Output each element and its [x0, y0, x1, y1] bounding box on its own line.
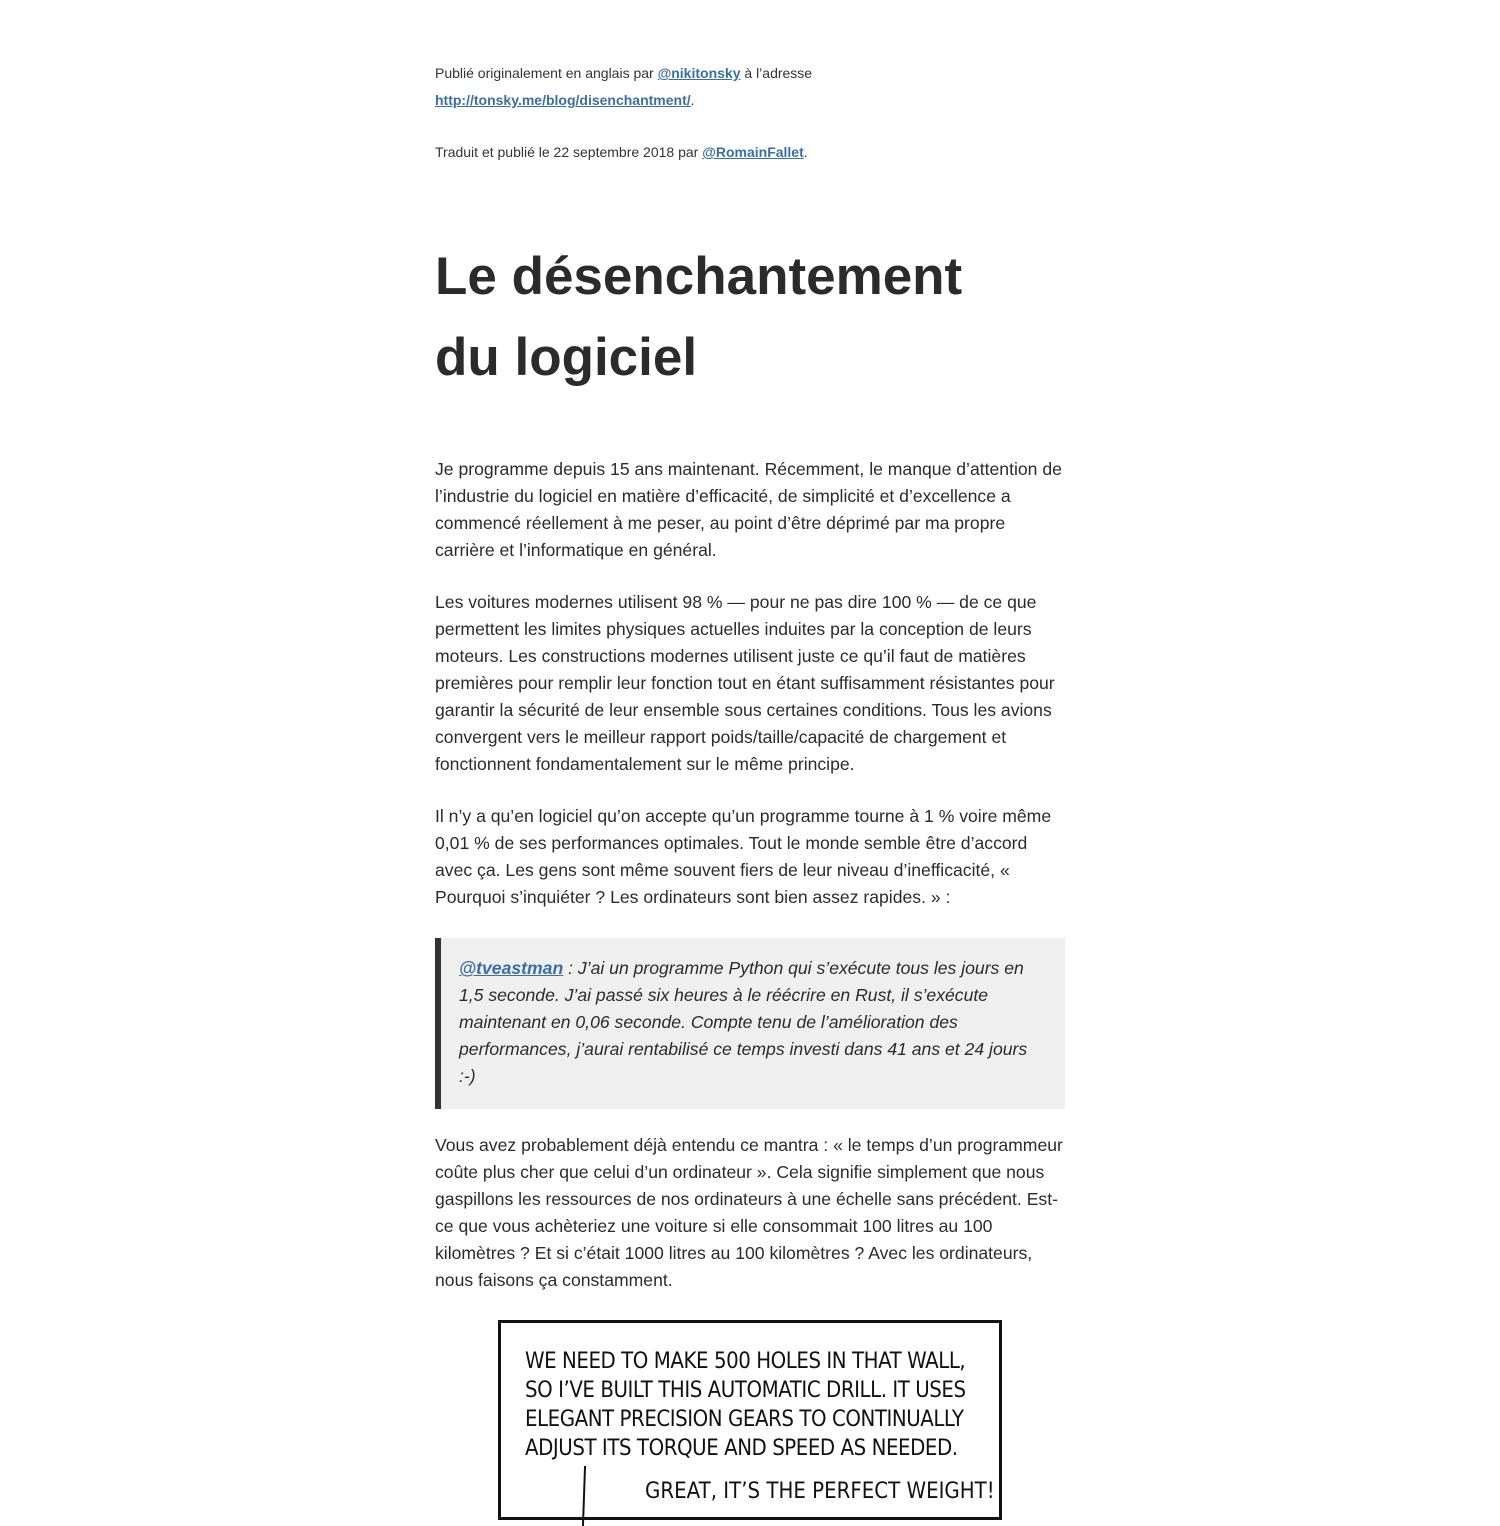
comic-caption: WE NEED TO MAKE 500 HOLES IN THAT WALL, SO I’VE BUILT THIS AUTOMATIC DRILL. IT USES ELEGANT PRECISION GEARS TO CONTINUALLY ADJUST ITS TORQUE AND SPEED AS NEEDED. [525, 1349, 966, 1461]
paragraph-3: Il n’y a qu’en logiciel qu’on accepte qu’un programme tourne à 1 % voire même 0,01 % de ses performances optimales. Tout le monde semble être d’accord avec ça. Les gens sont même souvent fiers de leur niveau d’inefficacité, « Pourquoi s’inquiéter ? Les ordinateurs sont bien assez rapides. » : [435, 806, 1052, 907]
original-author-link[interactable]: @nikitonsky [657, 65, 741, 81]
translator-link[interactable]: @RomainFallet [702, 144, 804, 160]
paragraph-4: Vous avez probablement déjà entendu ce mantra : « le temps d’un programmeur coûte plus cher que celui d’un ordinateur ». Cela signifie simplement que nous gaspillons les ressources de nos ordinateurs à une échelle sans précédent. Est-ce que vous achèteriez une voiture si elle consommait 100 litres au 100 kilomètres ? Et si c’était 1000 litres au 100 kilomètres ? Avec les ordinateurs, nous faisons ça constamment. [435, 1135, 1063, 1290]
comic-image [498, 1320, 1002, 1520]
translation-note: Traduit et publié le 22 septembre 2018 par @RomainFallet. [435, 144, 808, 160]
original-url-link[interactable]: http://tonsky.me/blog/disenchantment/ [435, 92, 691, 108]
blockquote [435, 938, 1065, 1109]
quote-author-link[interactable]: @tveastman [459, 958, 564, 978]
paragraph-1: Je programme depuis 15 ans maintenant. Récemment, le manque d’attention de l’industrie du logiciel en matière d’efficacité, de simplicité et d’excellence a commencé réellement à me peser, au point d’être déprimé par ma propre carrière et l’informatique en général. [435, 459, 1062, 560]
paragraph-2: Les voitures modernes utilisent 98 % — pour ne pas dire 100 % — de ce que permettent les limites physiques actuelles induites par la conception de leurs moteurs. Les constructions modernes utilisent juste ce qu’il faut de matières premières pour remplir leur fonction tout en étant suffisamment résistantes pour garantir la sécurité de leur ensemble sous certaines conditions. Tous les avions convergent vers le meilleur rapport poids/taille/capacité de chargement et fonctionnent fondamentalement sur le même principe. [435, 592, 1055, 774]
quote-text: @tveastman : J’ai un programme Python qui s’exécute tous les jours en 1,5 seconde. J’ai passé six heures à le réécrire en Rust, il s’exécute maintenant en 0,06 seconde. Compte tenu de l’amélioration des performances, j’aurai rentabilisé ce temps investi dans 41 ans et 24 jours :-) [459, 958, 1028, 1086]
comic-reply: GREAT, IT’S THE PERFECT WEIGHT! [645, 1479, 995, 1504]
page-title: Le désenchantement du logiciel [435, 247, 963, 387]
comic-drawing-line [582, 1466, 586, 1526]
original-publication-note: Publié originalement en anglais par @nikitonsky à l’adresse http://tonsky.me/blog/disenchantment/. [435, 65, 813, 108]
